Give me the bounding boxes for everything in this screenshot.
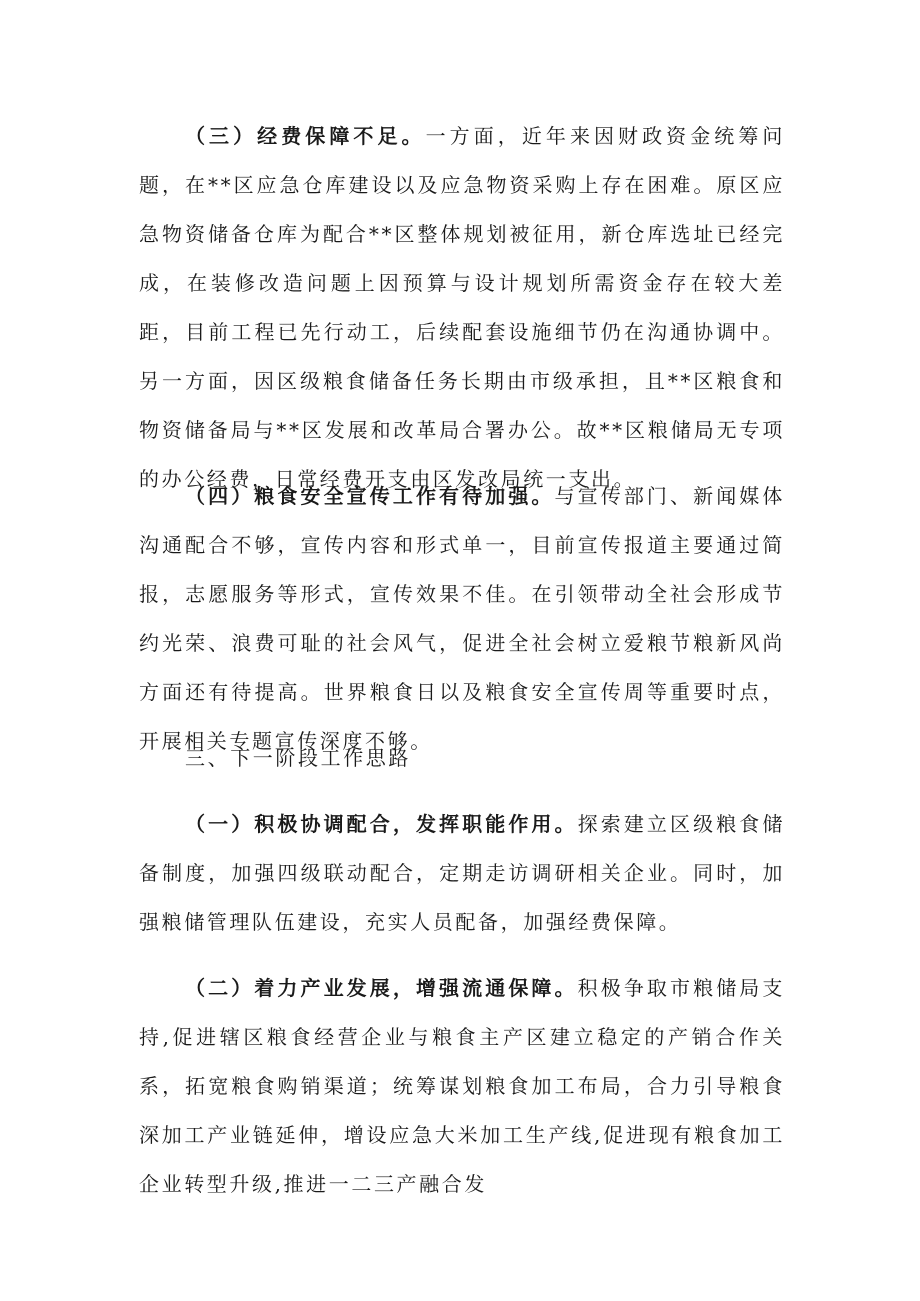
paragraph-lead: （二）着力产业发展，增强流通保障。 — [185, 976, 578, 1000]
paragraph-lead: （四）粮食安全宣传工作有待加强。 — [185, 484, 555, 508]
paragraph-lead: （三）经费保障不足。 — [185, 124, 426, 148]
paragraph-body: 积极争取市粮储局支持,促进辖区粮食经营企业与粮食主产区建立稳定的产销合作关系，拓宽粮食购销渠道；统筹谋划粮食加工布局，合力引导粮食深加工产业链延伸，增设应急大米加工生产线,促进现有粮食加工企业转型升级,推进一二三产融合发 — [139, 976, 786, 1196]
paragraph-funding-shortage — [139, 112, 785, 504]
paragraph-lead: （一）积极协调配合，发挥职能作用。 — [185, 812, 578, 836]
paragraph-publicity-needs-strengthening — [139, 472, 785, 766]
paragraph-coordination — [139, 800, 785, 947]
paragraph-body: 探索建立区级粮食储备制度，加强四级联动配合，定期走访调研相关企业。同时，加强粮储管理队伍建设，充实人员配备，加强经费保障。 — [139, 812, 786, 934]
section-heading: 三、下一阶段工作思路 — [185, 746, 411, 770]
paragraph-body: 一方面，近年来因财政资金统筹问题，在**区应急仓库建设以及应急物资采购上存在困难。原区应急物资储备仓库为配合**区整体规划被征用，新仓库选址已经完成，在装修改造问题上因预算与设计规划所需资金存在较大差距，目前工程已先行动工，后续配套设施细节仍在沟通协调中。另一方面，因区级粮食储备任务长期由市级承担，且**区粮食和物资储备局与**区发展和改革局合署办公。故**区粮储局无专项的办公经费，日常经费开支由区发改局统一支出。 — [139, 124, 786, 491]
paragraph-body: 与宣传部门、新闻媒体沟通配合不够，宣传内容和形式单一，目前宣传报道主要通过简报，志愿服务等形式，宣传效果不佳。在引领带动全社会形成节约光荣、浪费可耻的社会风气，促进全社会树立爱粮节粮新风尚方面还有待提高。世界粮食日以及粮食安全宣传周等重要时点，开展相关专题宣传深度不够。 — [139, 484, 785, 753]
paragraph-industry-development — [139, 964, 785, 1209]
